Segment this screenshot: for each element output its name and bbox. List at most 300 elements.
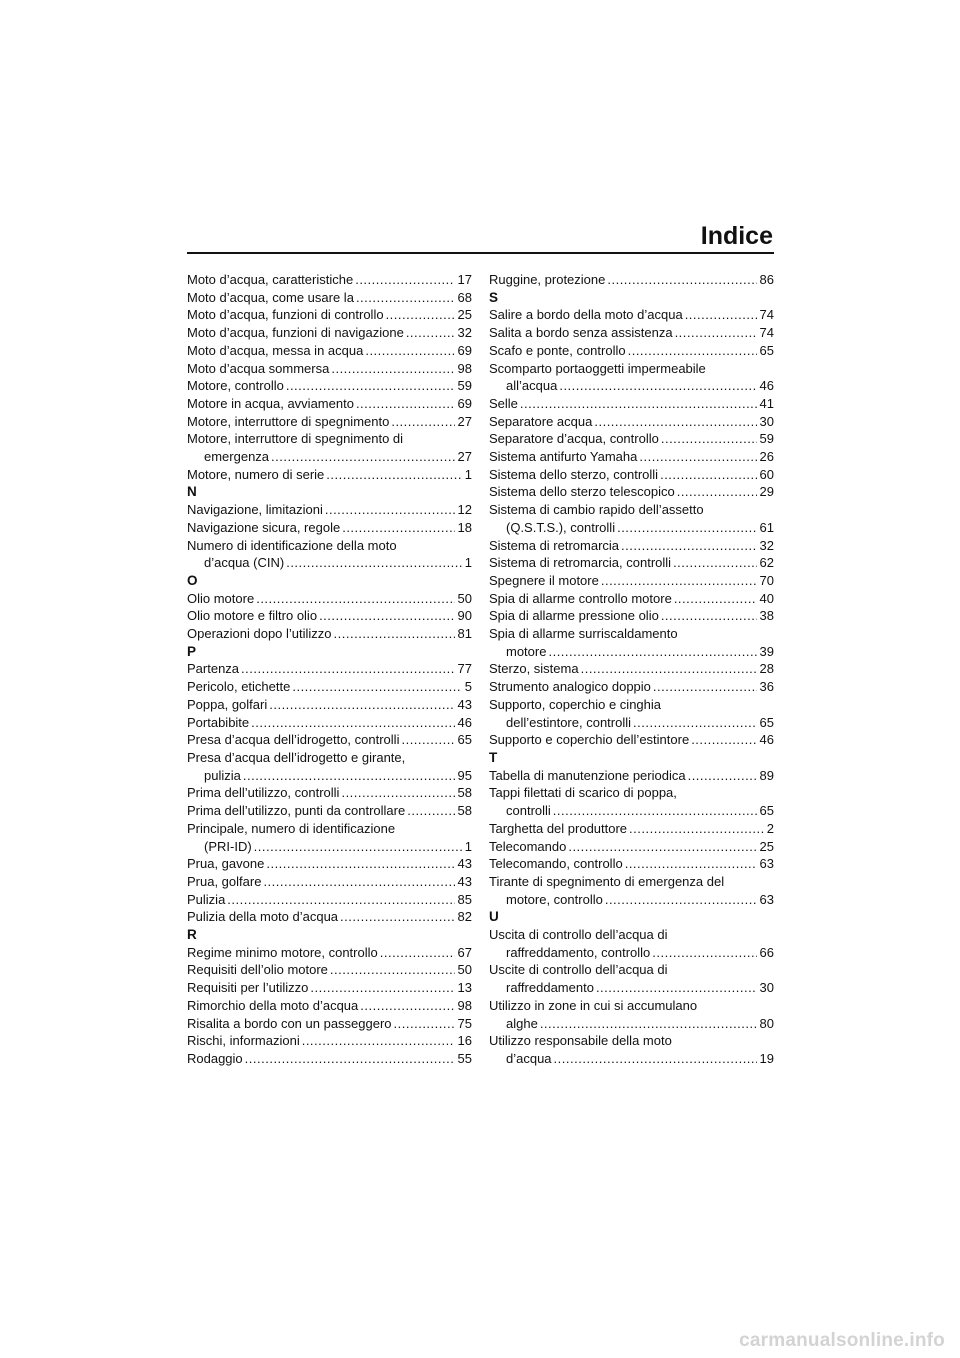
dot-leader [340,908,454,926]
index-entry-text: Tappi filettati di scarico di poppa, [489,785,677,801]
page-number: 36 [759,679,774,695]
index-column-left [187,271,472,1068]
page-number: 43 [457,856,472,872]
index-entry-text: Navigazione, limitazioni [187,502,323,518]
index-entry-text: Presa d’acqua dell’idrogetto e girante, [187,749,406,765]
page-number: 63 [759,891,774,907]
dot-leader [302,1032,455,1050]
index-entry-text: Strumento analogico doppio [489,679,651,695]
index-entry[interactable] [187,537,472,572]
page-number: 41 [759,395,774,411]
index-entry[interactable] [187,678,472,696]
page-number: 65 [759,803,774,819]
dot-leader [652,944,756,962]
index-entry[interactable] [489,554,774,572]
index-entry-text: Ruggine, protezione [489,272,606,287]
section-letter: R [187,927,197,943]
index-entry-text: Principale, numero di identificazione [187,820,396,836]
index-entry-text: Uscite di controllo dell’acqua di [489,962,668,978]
dot-leader [266,855,454,873]
dot-leader [685,306,757,324]
page-number: 32 [457,325,472,341]
page-number: 50 [457,962,472,978]
page-number: 50 [457,590,472,606]
page-number: 58 [457,785,472,801]
index-entry[interactable] [187,271,472,289]
index-entry[interactable] [187,660,472,678]
page-number: 90 [457,608,472,624]
page-number: 98 [457,997,472,1013]
index-entry[interactable] [489,660,774,678]
index-entry-text: d’acqua [506,1050,552,1066]
index-entry[interactable] [489,590,774,608]
index-entry[interactable] [187,997,472,1015]
index-entry-text: Poppa, golfari [187,696,268,712]
index-entry-text: Motore in acqua, avviamento [187,395,354,411]
index-entry[interactable] [489,784,774,819]
index-entry[interactable] [187,430,472,465]
page-number: 77 [457,661,472,677]
index-entry[interactable] [187,873,472,891]
index-entry[interactable] [489,413,774,431]
dot-leader [401,731,454,749]
dot-leader [581,660,757,678]
index-entry-text: Scomparto portaoggetti impermeabile [489,360,706,376]
index-entry[interactable] [489,342,774,360]
index-entry-text: (PRI-ID) [204,838,252,854]
index-entry[interactable] [489,306,774,324]
index-entry[interactable] [489,961,774,996]
dot-leader [628,342,757,360]
dot-leader [310,979,454,997]
dot-leader [605,891,757,909]
dot-leader [355,271,454,289]
index-entry-text: Navigazione sicura, regole [187,519,341,535]
index-entry[interactable] [187,1050,472,1068]
index-entry-text: Motore, controllo [187,378,284,394]
index-entry[interactable] [489,625,774,660]
index-entry[interactable] [187,324,472,342]
page-number: 12 [457,502,472,518]
section-letter: O [187,572,198,588]
dot-leader [394,1015,455,1033]
page-number: 19 [759,1050,774,1066]
page-number: 58 [457,803,472,819]
dot-leader [330,961,455,979]
index-entry[interactable] [489,696,774,731]
dot-leader [540,1015,757,1033]
index-entry-text: Spia di allarme surriscaldamento [489,626,678,642]
index-entry[interactable] [187,961,472,979]
page-title: Indice [700,222,773,250]
index-entry[interactable] [489,855,774,873]
dot-leader [661,430,757,448]
dot-leader [653,678,757,696]
index-entry[interactable] [187,306,472,324]
index-entry[interactable] [489,466,774,484]
dot-leader [326,466,461,484]
dot-leader [406,324,455,342]
index-entry-text: dell’estintore, controlli [506,714,632,730]
index-entry[interactable] [489,767,774,785]
index-entry[interactable] [187,342,472,360]
page-number: 43 [457,873,472,889]
dot-leader [594,413,756,431]
index-entry-text: Targhetta del produttore [489,820,628,836]
index-entry-text: Moto d’acqua, come usare la [187,289,354,305]
page-number: 17 [457,272,472,287]
index-entry-text: Operazioni dopo l’utilizzo [187,626,332,642]
dot-leader [243,767,455,785]
dot-leader [661,607,757,625]
index-entry-text: motore, controllo [506,891,603,907]
dot-leader [601,572,757,590]
dot-leader [342,519,454,537]
index-entry-text: Prua, golfare [187,873,262,889]
index-entry-text: Moto d’acqua, messa in acqua [187,342,364,358]
index-entry-text: Rimorchio della moto d’acqua [187,997,359,1013]
index-entry[interactable] [187,466,472,484]
index-entry-text: Separatore d’acqua, controllo [489,431,659,447]
page-number: 82 [457,909,472,925]
index-entry-text: Separatore acqua [489,413,593,429]
index-entry[interactable] [187,519,472,537]
page-number: 13 [457,980,472,996]
dot-leader [568,838,756,856]
page-number: 74 [759,307,774,323]
page-number: 1 [464,466,472,482]
page-number: 65 [759,714,774,730]
dot-leader [256,590,454,608]
index-entry[interactable] [489,501,774,536]
page-number: 89 [759,767,774,783]
index-entry[interactable] [489,820,774,838]
dot-leader [675,324,757,342]
dot-leader [617,519,756,537]
page-number: 38 [759,608,774,624]
page-number: 86 [759,272,774,287]
index-entry-text: Prima dell’utilizzo, punti da controllare [187,803,406,819]
page-number: 59 [457,378,472,394]
page-number: 18 [457,519,472,535]
index-entry[interactable] [489,360,774,395]
index-entry[interactable] [489,448,774,466]
dot-leader [331,360,454,378]
page-number: 46 [759,378,774,394]
watermark: carmanualsonline.info [739,1330,945,1351]
index-column-right [489,271,774,1068]
dot-leader [596,979,757,997]
index-entry-text: Salita a bordo senza assistenza [489,325,673,341]
dot-leader [688,767,757,785]
page-number: 29 [759,484,774,500]
page-number: 95 [457,767,472,783]
index-entry-text: raffreddamento [506,980,594,996]
dot-leader [639,448,756,466]
index-entry-text: Olio motore [187,590,255,606]
index-entry-text: Spia di allarme controllo motore [489,590,672,606]
index-entry-text: Pericolo, etichette [187,679,291,695]
index-entry[interactable] [489,395,774,413]
index-entry[interactable] [187,501,472,519]
dot-leader [292,678,461,696]
index-entry-text: Motore, interruttore di spegnimento di [187,431,404,447]
page-number: 46 [457,714,472,730]
page-number: 46 [759,732,774,748]
index-entry[interactable] [187,749,472,784]
index-entry-text: Pulizia della moto d’acqua [187,909,339,925]
dot-leader [660,466,756,484]
page-number: 75 [457,1015,472,1031]
page-number: 5 [464,679,472,695]
index-entry-text: motore [506,643,547,659]
index-entry-text: Olio motore e filtro olio [187,608,318,624]
index-entry[interactable] [187,731,472,749]
dot-leader [554,1050,757,1068]
page-number: 27 [457,413,472,429]
index-entry-text: Prima dell’utilizzo, controlli [187,785,340,801]
page-number: 25 [759,838,774,854]
index-entry[interactable] [187,1015,472,1033]
dot-leader [319,607,454,625]
index-entry[interactable] [187,696,472,714]
dot-leader [271,448,454,466]
dot-leader [245,1050,455,1068]
page-number: 40 [759,590,774,606]
page-number: 55 [457,1050,472,1066]
dot-leader [334,625,455,643]
index-entry[interactable] [187,855,472,873]
page-number: 63 [759,856,774,872]
index-entry[interactable] [489,873,774,908]
page-number: 69 [457,342,472,358]
index-entry-text: Numero di identificazione della moto [187,537,397,553]
page-number: 2 [766,820,774,836]
page-number: 60 [759,466,774,482]
page-number: 68 [457,289,472,305]
index-entry-text: Telecomando [489,838,567,854]
index-entry-text: Motore, interruttore di spegnimento [187,413,390,429]
dot-leader [548,643,756,661]
index-entry[interactable] [187,944,472,962]
page-number: 70 [759,572,774,588]
index-entry[interactable] [187,590,472,608]
index-entry[interactable] [187,784,472,802]
index-entry-text: Uscita di controllo dell’acqua di [489,927,668,943]
dot-leader [391,413,454,431]
index-entry[interactable] [489,271,774,289]
title-rule [187,252,774,254]
index-entry[interactable] [489,926,774,961]
dot-leader [254,838,462,856]
index-entry[interactable] [187,820,472,855]
index-entry-text: Scafo e ponte, controllo [489,342,626,358]
dot-leader [365,342,454,360]
index-entry[interactable] [187,1032,472,1050]
section-letter: U [489,909,499,925]
dot-leader [607,271,756,289]
index-entry-text: Tabella di manutenzione periodica [489,767,686,783]
index-entry-text: Spia di allarme pressione olio [489,608,659,624]
dot-leader [553,802,757,820]
index-entry-text: Moto d’acqua, caratteristiche [187,272,354,287]
dot-leader [625,855,757,873]
page-number: 25 [457,307,472,323]
index-entry-text: Supporto e coperchio dell’estintore [489,732,690,748]
index-entry-text: Moto d’acqua, funzioni di navigazione [187,325,404,341]
page-number: 28 [759,661,774,677]
page-number: 65 [759,342,774,358]
index-entry-text: Selle [489,395,518,411]
index-entry[interactable] [489,607,774,625]
page-number: 80 [759,1015,774,1031]
page-number: 16 [457,1033,472,1049]
dot-leader [356,289,455,307]
dot-leader [356,395,455,413]
page-number: 69 [457,395,472,411]
index-entry-text: alghe [506,1015,538,1031]
page-number: 43 [457,696,472,712]
index-entry-text: Risalita a bordo con un passeggero [187,1015,392,1031]
index-entry-text: Rodaggio [187,1050,243,1066]
index-entry-text: Sistema di cambio rapido dell’assetto [489,502,704,518]
dot-leader [520,395,757,413]
index-entry[interactable] [489,838,774,856]
index-entry-text: Sistema di retromarcia, controlli [489,555,672,571]
index-entry-text: Sistema dello sterzo telescopico [489,484,675,500]
dot-leader [241,660,454,678]
page-number: 98 [457,360,472,376]
index-entry-text: Spegnere il motore [489,572,599,588]
index-entry-text: Moto d’acqua, funzioni di controllo [187,307,384,323]
index-entry[interactable] [489,572,774,590]
index-entry-text: raffreddamento, controllo [506,944,651,960]
dot-leader [286,554,462,572]
index-entry-text: Requisiti dell’olio motore [187,962,328,978]
page-number: 65 [457,732,472,748]
dot-leader [227,891,454,909]
page-number: 61 [759,519,774,535]
dot-leader [691,731,756,749]
index-entry-text: d’acqua (CIN) [204,555,285,571]
dot-leader [341,784,454,802]
dot-leader [407,802,454,820]
index-entry[interactable] [187,413,472,431]
page-number: 66 [759,944,774,960]
index-entry-text: Moto d’acqua sommersa [187,360,330,376]
dot-leader [251,714,454,732]
dot-leader [677,483,757,501]
dot-leader [360,997,454,1015]
page-number: 85 [457,891,472,907]
page-number: 30 [759,413,774,429]
page-number: 27 [457,449,472,465]
index-entry-text: controlli [506,803,551,819]
index-entry-text: Sistema antifurto Yamaha [489,449,638,465]
page-number: 32 [759,537,774,553]
index-entry-text: Supporto, coperchio e cinghia [489,696,662,712]
index-entry[interactable] [489,537,774,555]
index-entry-text: Utilizzo in zone in cui si accumulano [489,997,698,1013]
index-entry-text: (Q.S.T.S.), controlli [506,519,616,535]
index-entry[interactable] [187,714,472,732]
index-entry-text: Requisiti per l’utilizzo [187,980,309,996]
page-number: 62 [759,555,774,571]
index-entry-text: Telecomando, controllo [489,856,623,872]
index-entry-text: Pulizia [187,891,226,907]
dot-leader [286,377,455,395]
index-entry-text: Sistema dello sterzo, controlli [489,466,659,482]
dot-leader [633,714,757,732]
index-entry[interactable] [187,289,472,307]
index-entry-text: all’acqua [506,378,558,394]
page-number: 1 [464,555,472,571]
dot-leader [269,696,454,714]
index-entry-text: Sterzo, sistema [489,661,579,677]
page-number: 26 [759,449,774,465]
index-entry[interactable] [489,324,774,342]
index-entry[interactable] [187,360,472,378]
page-number: 81 [457,626,472,642]
index-entry[interactable] [187,908,472,926]
dot-leader [559,377,756,395]
index-entry[interactable] [187,607,472,625]
section-letter: S [489,289,499,305]
dot-leader [621,537,756,555]
page-number: 1 [464,838,472,854]
index-entry-text: Rischi, informazioni [187,1033,300,1049]
index-entry[interactable] [187,377,472,395]
index-entry[interactable] [489,1032,774,1067]
index-entry[interactable] [187,625,472,643]
page-number: 59 [759,431,774,447]
dot-leader [263,873,454,891]
dot-leader [380,944,455,962]
index-entry-text: Tirante di spegnimento di emergenza del [489,873,725,889]
index-entry[interactable] [489,483,774,501]
index-entry-text: Prua, gavone [187,856,265,872]
page-number: 30 [759,980,774,996]
index-entry-text: Portabibite [187,714,250,730]
index-entry[interactable] [187,395,472,413]
dot-leader [629,820,764,838]
page-number: 39 [759,643,774,659]
page-number: 67 [457,944,472,960]
index-entry-text: Presa d’acqua dell’idrogetto, controlli [187,732,400,748]
page-number: 74 [759,325,774,341]
index-entry-text: Sistema di retromarcia [489,537,620,553]
index-entry[interactable] [489,997,774,1032]
section-letter: N [187,484,197,500]
index-entry-text: Utilizzo responsabile della moto [489,1033,672,1049]
index-entry[interactable] [187,802,472,820]
section-letter: T [489,749,498,765]
dot-leader [325,501,455,519]
section-letter: P [187,643,197,659]
index-entry[interactable] [187,979,472,997]
index-entry[interactable] [489,731,774,749]
dot-leader [674,590,757,608]
index-entry-text: emergenza [204,449,270,465]
index-entry-text: Motore, numero di serie [187,466,325,482]
index-entry[interactable] [489,678,774,696]
dot-leader [386,306,455,324]
index-entry-text: Partenza [187,661,240,677]
index-entry[interactable] [187,891,472,909]
index-entry[interactable] [489,430,774,448]
dot-leader [673,554,756,572]
index-entry-text: Salire a bordo della moto d’acqua [489,307,683,323]
